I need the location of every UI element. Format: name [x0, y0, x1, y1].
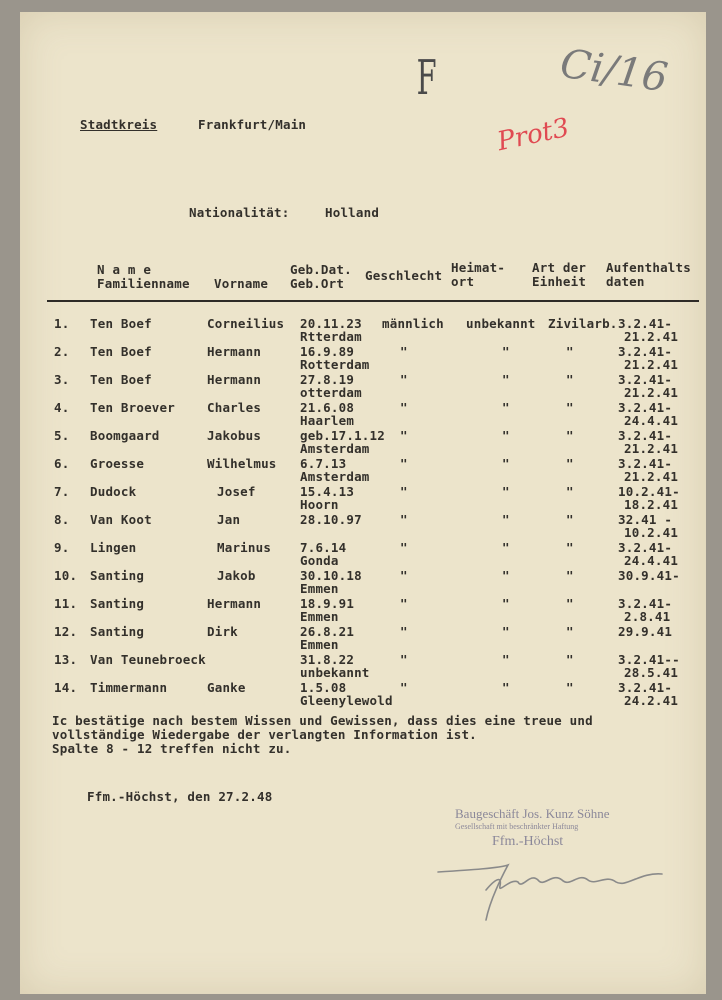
col-aufenthalt2: daten	[606, 274, 645, 289]
row-number: 7.	[54, 484, 70, 499]
col-aufenthalt1: Aufenthalts	[606, 260, 691, 275]
row-art-einheit: "	[566, 344, 574, 359]
row-familienname: Lingen	[90, 540, 137, 555]
row-number: 1.	[54, 316, 70, 331]
row-geb-ort: Emmen	[300, 609, 339, 624]
row-geschlecht: "	[400, 400, 408, 415]
handwritten-reference: Ci/16	[557, 40, 671, 102]
row-familienname: Santing	[90, 568, 145, 583]
row-aufenthalt-von: 3.2.41-	[618, 372, 673, 387]
row-geb-datum: 27.8.19	[300, 372, 355, 387]
row-number: 9.	[54, 540, 70, 555]
company-stamp-line-2: Gesellschaft mit beschränkter Haftung	[455, 822, 579, 831]
row-aufenthalt-bis: 21.2.41	[624, 385, 679, 400]
red-annotation: Prot3	[494, 112, 572, 158]
row-aufenthalt-bis: 21.2.41	[624, 469, 679, 484]
row-aufenthalt-bis: 24.4.41	[624, 413, 679, 428]
row-geschlecht: "	[400, 428, 408, 443]
row-familienname: Timmermann	[90, 680, 168, 695]
row-number: 4.	[54, 400, 70, 415]
row-familienname: Santing	[90, 624, 145, 639]
row-vorname: Josef	[217, 484, 256, 499]
row-familienname: Ten Boef	[90, 344, 152, 359]
row-number: 13.	[54, 652, 78, 667]
row-number: 5.	[54, 428, 70, 443]
row-aufenthalt-von: 3.2.41-	[618, 680, 673, 695]
header-rule	[47, 300, 699, 302]
row-vorname: Dirk	[207, 624, 238, 639]
row-aufenthalt-bis: 10.2.41	[624, 525, 679, 540]
row-art-einheit: "	[566, 456, 574, 471]
row-aufenthalt-bis: 28.5.41	[624, 665, 679, 680]
col-gebort: Geb.Ort	[290, 276, 345, 291]
row-geschlecht: "	[400, 372, 408, 387]
row-heimatort: unbekannt	[466, 316, 536, 331]
row-vorname: Wilhelmus	[207, 456, 277, 471]
row-aufenthalt-bis: 21.2.41	[624, 329, 679, 344]
col-art2: Einheit	[532, 274, 587, 289]
row-geb-datum: geb.17.1.12	[300, 428, 385, 443]
row-familienname: Boomgaard	[90, 428, 160, 443]
company-stamp-line-3: Ffm.-Höchst	[492, 834, 564, 849]
row-number: 8.	[54, 512, 70, 527]
row-heimatort: "	[502, 512, 510, 527]
col-gebdat: Geb.Dat.	[290, 262, 352, 277]
row-aufenthalt-von: 3.2.41-	[618, 344, 673, 359]
row-geschlecht: "	[400, 484, 408, 499]
row-aufenthalt-von: 3.2.41-	[618, 540, 673, 555]
row-familienname: Van Koot	[90, 512, 152, 527]
company-stamp-line-1: Baugeschäft Jos. Kunz Söhne	[455, 806, 610, 821]
row-heimatort: "	[502, 344, 510, 359]
row-number: 6.	[54, 456, 70, 471]
col-familienname: Familienname	[97, 276, 190, 291]
row-geb-datum: 28.10.97	[300, 512, 362, 527]
row-art-einheit: "	[566, 372, 574, 387]
row-familienname: Ten Broever	[90, 400, 175, 415]
row-number: 3.	[54, 372, 70, 387]
row-geb-ort: unbekannt	[300, 665, 370, 680]
row-vorname: Corneilius	[207, 316, 285, 331]
row-aufenthalt-von: 3.2.41-	[618, 428, 673, 443]
row-geschlecht: "	[400, 344, 408, 359]
row-geb-ort: Haarlem	[300, 413, 355, 428]
col-art1: Art der	[532, 260, 587, 275]
row-art-einheit: "	[566, 400, 574, 415]
row-vorname: Charles	[207, 400, 262, 415]
nationality-label: Nationalität:	[189, 205, 290, 220]
row-geschlecht: "	[400, 624, 408, 639]
row-geb-ort: Amsterdam	[300, 469, 370, 484]
row-aufenthalt-bis: 18.2.41	[624, 497, 679, 512]
row-aufenthalt-von: 3.2.41-	[618, 596, 673, 611]
row-aufenthalt-von: 3.2.41--	[618, 652, 680, 667]
row-number: 11.	[54, 596, 78, 611]
stadtkreis-value: Frankfurt/Main	[198, 117, 307, 132]
row-geb-ort: otterdam	[300, 385, 362, 400]
row-geschlecht: "	[400, 456, 408, 471]
row-geschlecht: "	[400, 540, 408, 555]
row-aufenthalt-von: 3.2.41-	[618, 456, 673, 471]
row-familienname: Groesse	[90, 456, 145, 471]
row-geschlecht: "	[400, 680, 408, 695]
row-art-einheit: "	[566, 428, 574, 443]
row-number: 12.	[54, 624, 78, 639]
row-heimatort: "	[502, 372, 510, 387]
row-geb-datum: 20.11.23	[300, 316, 362, 331]
row-heimatort: "	[502, 400, 510, 415]
row-vorname: Marinus	[217, 540, 272, 555]
row-art-einheit: "	[566, 680, 574, 695]
row-aufenthalt-bis: 21.2.41	[624, 441, 679, 456]
row-geb-datum: 26.8.21	[300, 624, 355, 639]
row-vorname: Jakobus	[207, 428, 262, 443]
row-art-einheit: "	[566, 652, 574, 667]
row-geb-datum: 7.6.14	[300, 540, 347, 555]
nationality-value: Holland	[325, 205, 380, 220]
row-geb-ort: Emmen	[300, 581, 339, 596]
row-geb-datum: 18.9.91	[300, 596, 355, 611]
row-aufenthalt-bis: 21.2.41	[624, 357, 679, 372]
row-geb-datum: 16.9.89	[300, 344, 355, 359]
row-art-einheit: "	[566, 540, 574, 555]
row-geb-ort: Gonda	[300, 553, 339, 568]
row-geb-ort: Emmen	[300, 637, 339, 652]
place-date: Ffm.-Höchst, den 27.2.48	[87, 789, 273, 804]
row-geb-ort: Gleenylewold	[300, 693, 393, 708]
confirmation-line-2: vollständige Wiedergabe der verlangten Information ist.	[52, 727, 477, 742]
row-geb-datum: 31.8.22	[300, 652, 355, 667]
row-aufenthalt-bis: 24.2.41	[624, 693, 679, 708]
row-aufenthalt-von: 32.41 -	[618, 512, 673, 527]
col-vorname: Vorname	[214, 276, 269, 291]
row-number: 10.	[54, 568, 78, 583]
signature	[430, 850, 680, 930]
row-number: 14.	[54, 680, 78, 695]
row-vorname: Hermann	[207, 344, 262, 359]
row-geschlecht: "	[400, 512, 408, 527]
row-geschlecht: "	[400, 596, 408, 611]
col-name: N a m e	[97, 262, 152, 277]
row-heimatort: "	[502, 568, 510, 583]
row-heimatort: "	[502, 596, 510, 611]
row-heimatort: "	[502, 456, 510, 471]
row-art-einheit: "	[566, 596, 574, 611]
row-geschlecht: "	[400, 652, 408, 667]
col-geschlecht: Geschlecht	[365, 268, 443, 283]
row-familienname: Ten Boef	[90, 316, 152, 331]
confirmation-line-1: Ic bestätige nach bestem Wissen und Gewissen, dass dies eine treue und	[52, 713, 593, 728]
row-geschlecht: "	[400, 568, 408, 583]
document-page	[20, 12, 706, 994]
row-geb-datum: 15.4.13	[300, 484, 355, 499]
row-aufenthalt-bis: 24.4.41	[624, 553, 679, 568]
row-art-einheit: "	[566, 624, 574, 639]
row-art-einheit: "	[566, 568, 574, 583]
handwritten-letter: F	[416, 50, 437, 106]
row-number: 2.	[54, 344, 70, 359]
row-vorname: Hermann	[207, 372, 262, 387]
row-geb-ort: Amsterdam	[300, 441, 370, 456]
row-vorname: Jan	[217, 512, 241, 527]
row-aufenthalt-von: 3.2.41-	[618, 400, 673, 415]
row-geschlecht: männlich	[382, 316, 444, 331]
col-heimat1: Heimat-	[451, 260, 506, 275]
row-familienname: Ten Boef	[90, 372, 152, 387]
row-geb-datum: 1.5.08	[300, 680, 347, 695]
row-vorname: Jakob	[217, 568, 256, 583]
row-geb-datum: 6.7.13	[300, 456, 347, 471]
row-heimatort: "	[502, 624, 510, 639]
row-heimatort: "	[502, 428, 510, 443]
row-geb-ort: Rotterdam	[300, 357, 370, 372]
row-vorname: Hermann	[207, 596, 262, 611]
row-geb-ort: Rtterdam	[300, 329, 362, 344]
row-geb-ort: Hoorn	[300, 497, 339, 512]
row-art-einheit: Zivilarb.	[548, 316, 618, 331]
row-art-einheit: "	[566, 512, 574, 527]
row-heimatort: "	[502, 484, 510, 499]
row-art-einheit: "	[566, 484, 574, 499]
row-familienname: Dudock	[90, 484, 137, 499]
row-familienname: Van Teunebroeck	[90, 652, 206, 667]
row-heimatort: "	[502, 680, 510, 695]
row-aufenthalt-bis: 2.8.41	[624, 609, 671, 624]
row-aufenthalt-von: 30.9.41-	[618, 568, 680, 583]
stadtkreis-label: Stadtkreis	[80, 117, 158, 132]
row-familienname: Santing	[90, 596, 145, 611]
row-heimatort: "	[502, 652, 510, 667]
row-geb-datum: 30.10.18	[300, 568, 362, 583]
row-geb-datum: 21.6.08	[300, 400, 355, 415]
row-aufenthalt-von: 29.9.41	[618, 624, 673, 639]
row-aufenthalt-von: 3.2.41-	[618, 316, 673, 331]
row-aufenthalt-von: 10.2.41-	[618, 484, 680, 499]
col-heimat2: ort	[451, 274, 475, 289]
confirmation-line-3: Spalte 8 - 12 treffen nicht zu.	[52, 741, 292, 756]
row-vorname: Ganke	[207, 680, 246, 695]
row-heimatort: "	[502, 540, 510, 555]
